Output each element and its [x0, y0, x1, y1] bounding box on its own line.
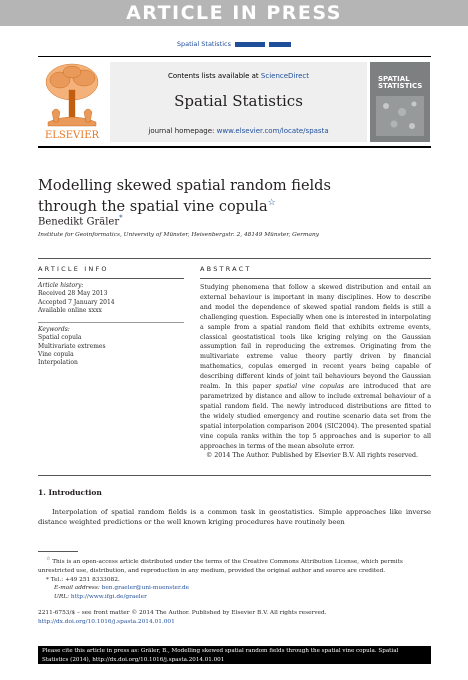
elsevier-wordmark: ELSEVIER [44, 130, 100, 141]
open-access-note: This is an open-access article distributed under the terms of the Creative Commons Attribution License, which permits unrestricted use, distribution, and reproduction in any medium, provided the original author and source are credited. [38, 558, 403, 574]
cover-graphic-icon [376, 96, 424, 136]
citation-line1: Please cite this article in press as: Gräler, B., Modelling skewed spatial random fields through the spatial vine copula. Spatial [42, 648, 399, 654]
footnote-asterisk-mark: * [46, 576, 49, 583]
author-footnote-mark[interactable]: * [119, 214, 123, 222]
front-matter [38, 609, 431, 627]
author-name: Benedikt Gräler [38, 216, 120, 228]
header-top-rule [38, 56, 431, 57]
redacted-volume-mark [235, 42, 265, 47]
citation-line2: Statistics (2014), http://dx.doi.org/10.1016/j.spasta.2014.01.001 [42, 656, 225, 663]
footnote-rule [38, 551, 78, 552]
keyword: Spatial copula [38, 334, 82, 342]
received-date: Received 28 May 2013 [38, 290, 108, 298]
cover-title-line1: SPATIAL [378, 75, 410, 83]
email-link[interactable]: ben.graeler@uni-muenster.de [101, 585, 190, 592]
accepted-date: Accepted 7 January 2014 [38, 298, 115, 306]
abstract-heading: ABSTRACT [200, 265, 252, 273]
abstract-rule [200, 278, 431, 279]
email-label: E-mail address: [54, 585, 100, 592]
article-title [38, 178, 398, 216]
journal-reference [0, 40, 468, 48]
cover-title [378, 76, 422, 90]
abstract-text-part1: Studying phenomena that follow a skewed distribution and entail an external behaviour is important in many disciplines. How to describe and model the dependence of skewed spatial random fields is still a challenging question. Especially when one is interested in interpolating a sample from a spatial random field that exhibits extreme events, classical geostatistical tools like kriging relying on the Gaussian assumption fail in reproducing the extremes. Originating from the multivariate extreme value theory partly driven by financial mathematics, copulas emerged in recent years being capable of describing different kinds of joint tail behaviours beyond the Gaussian realm. In this paper [200, 284, 431, 391]
journal-homepage-line [110, 127, 367, 135]
keyword: Interpolation [38, 359, 78, 367]
keywords-block [38, 326, 184, 367]
elsevier-logo [38, 60, 106, 142]
cover-title-line2: STATISTICS [378, 82, 423, 90]
keyword: Vine copula [38, 350, 74, 358]
keywords-rule [38, 322, 184, 323]
author-line [38, 214, 123, 227]
url-label: URL: [54, 594, 70, 601]
info-top-rule [38, 258, 431, 259]
footnotes [38, 556, 431, 602]
introduction-text: Interpolation of spatial random fields is a common task in geostatistics. Simple approaches like inverse distance weighted predictions or the well known kriging procedures have routinely been [38, 508, 431, 527]
abstract-text [200, 283, 431, 461]
journal-reference-name: Spatial Statistics [176, 40, 231, 48]
abstract-text-part2: are introduced that are parametrized by distance and allow to include extremal behaviour of a spatial random field. The newly introduced distributions are fitted to the widely studied emergency and routine scenario data set from the spatial interpolation comparison 2004 (SIC2004). The presented spatial vine copula ranks within the top 5 approaches and is superior to all approaches in terms of the mean absolute error. [200, 383, 431, 450]
issn-line: 2211-6753/$ – see front matter © 2014 The Author. Published by Elsevier B.V. All rights reserved. [38, 610, 327, 616]
author-url-link[interactable]: http://www.ifgi.de/graeler [70, 594, 147, 601]
article-info-rule [38, 278, 184, 279]
history-label: Article history: [38, 282, 84, 289]
citation-bar [38, 646, 431, 664]
author-telephone: Tel.: +49 251 8333082. [50, 576, 120, 583]
sciencedirect-link[interactable]: ScienceDirect [260, 72, 310, 80]
keywords-label: Keywords: [38, 326, 70, 333]
header-bottom-rule [38, 146, 431, 148]
contents-available-line [110, 72, 367, 80]
homepage-prefix: journal homepage: [148, 127, 215, 135]
article-info-heading: ARTICLE INFO [38, 265, 109, 273]
abstract-bottom-rule [38, 475, 431, 476]
journal-homepage-link[interactable]: www.elsevier.com/locate/spasta [216, 127, 329, 135]
abstract-copyright: © 2014 The Author. Published by Elsevier B.V. All rights reserved. [206, 452, 419, 460]
article-in-press-banner: ARTICLE IN PRESS [0, 0, 468, 26]
elsevier-tree-icon [38, 60, 106, 142]
available-online: Available online xxxx [38, 306, 102, 314]
author-affiliation: Institute for Geoinformatics, University of Münster, Heisenbergstr. 2, 48149 Münster, Germany [38, 232, 319, 238]
abstract-italic-term: spatial vine copulas [275, 383, 345, 391]
article-title-line2: through the spatial vine copula [38, 198, 268, 215]
introduction-heading: 1. Introduction [38, 488, 102, 497]
contents-prefix: Contents lists available at [167, 72, 259, 80]
keyword: Multivariate extremes [38, 342, 106, 350]
article-history [38, 282, 184, 315]
redacted-pages-mark [269, 42, 291, 47]
article-title-line1: Modelling skewed spatial random fields [38, 178, 331, 194]
journal-cover-thumbnail [370, 62, 430, 142]
title-footnote-mark[interactable]: ☆ [267, 198, 276, 208]
footnote-star-mark: ☆ [46, 557, 51, 562]
doi-link[interactable]: http://dx.doi.org/10.1016/j.spasta.2014.01.001 [38, 618, 175, 625]
journal-title: Spatial Statistics [174, 92, 303, 110]
